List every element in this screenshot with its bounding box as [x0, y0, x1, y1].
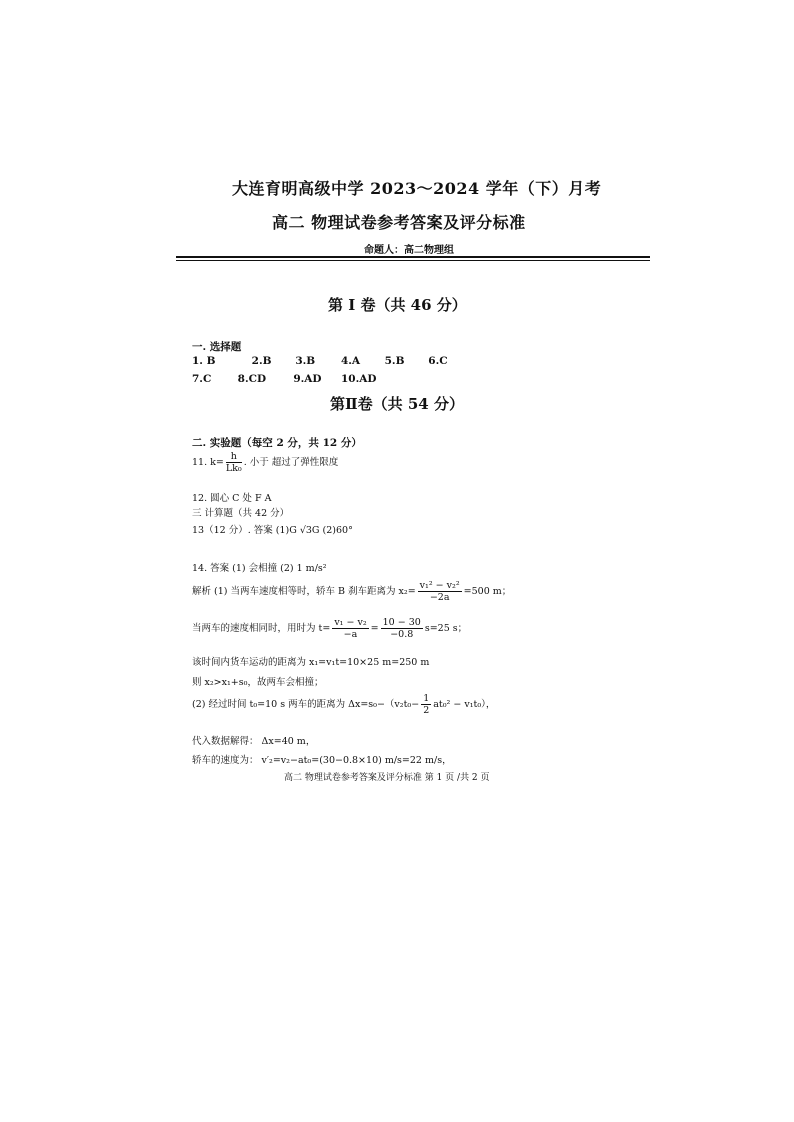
jx5-denominator: 2 — [423, 705, 430, 716]
answer-10: 10.AD — [340, 373, 377, 385]
q14-analysis-5 — [192, 693, 495, 716]
q11-numerator: h — [226, 451, 242, 463]
jx2-denominator-2: −0.8 — [390, 629, 414, 640]
jx5-pre: (2) 经过时间 t₀=10 s 两车的距离为 Δx=s₀−（v₂t₀− — [192, 699, 420, 710]
q14-answer: 14. 答案 (1) 会相撞 (2) 1 m/s² — [192, 563, 327, 574]
doc-author: 命题人：高二物理组 — [364, 245, 454, 256]
doc-title: 大连育明高级中学 2023～2024 学年（下）月考 — [232, 179, 602, 198]
jx5-fraction — [421, 693, 431, 716]
choice-answers-row1 — [192, 355, 448, 367]
answer-8: 8.CD — [237, 373, 267, 385]
answer-2: 2.B — [251, 355, 272, 367]
section2-title: 第Ⅱ卷（共 54 分） — [330, 395, 464, 413]
q12-answer: 12. 圆心 C 处 F A — [192, 493, 272, 504]
jx2-numerator-2: 10 − 30 — [382, 617, 421, 628]
choice-heading: 一. 选择题 — [192, 341, 242, 353]
q14-analysis-4: 则 x₂>x₁+s₀，故两车会相撞； — [192, 677, 324, 688]
jx2-equals: = — [370, 623, 379, 634]
jx1-denominator: −2a — [429, 592, 450, 603]
q14-analysis-2 — [192, 617, 467, 640]
q14-analysis-6: 代入数据解得： Δx=40 m， — [192, 736, 316, 747]
q11-answer — [192, 451, 338, 474]
q14-analysis-7: 轿车的速度为： v′₂=v₂−at₀=(30−0.8×10) m/s=22 m/s， — [192, 755, 452, 766]
jx2-fraction-2 — [381, 617, 423, 640]
jx5-numerator: 1 — [423, 693, 430, 704]
jx5-post: at₀² − v₁t₀）， — [433, 699, 496, 710]
answer-1: 1. B — [192, 355, 216, 367]
q13-answer: 13（12 分）. 答案 (1)G √3G (2)60° — [192, 525, 353, 536]
jx1-numerator: v₁² − v₂² — [419, 580, 460, 591]
q11-prefix: 11. k= — [192, 457, 224, 468]
doc-subtitle: 高二 物理试卷参考答案及评分标准 — [272, 213, 526, 232]
jx2-post: s=25 s； — [424, 623, 468, 634]
experiment-heading: 二. 实验题（每空 2 分，共 12 分） — [192, 437, 362, 449]
calc-heading: 三 计算题（共 42 分） — [192, 508, 290, 519]
answer-7: 7.C — [192, 373, 212, 385]
jx2-pre: 当两车的速度相同时，用时为 t= — [192, 623, 331, 634]
header-rule-thin — [176, 260, 650, 261]
q11-fraction — [226, 451, 242, 474]
jx2-fraction-1 — [332, 617, 368, 640]
q11-denominator: Lk₀ — [225, 463, 242, 474]
q14-analysis-1 — [192, 580, 511, 603]
answer-3: 3.B — [295, 355, 316, 367]
answer-6: 6.C — [428, 355, 448, 367]
jx2-denominator-1: −a — [343, 629, 358, 640]
section1-title: 第 I 卷（共 46 分） — [328, 296, 467, 314]
header-rule-thick — [176, 256, 650, 258]
page-footer: 高二 物理试卷参考答案及评分标准 第 1 页 /共 2 页 — [284, 773, 490, 783]
jx1-fraction — [418, 580, 462, 603]
answer-4: 4.A — [340, 355, 361, 367]
choice-answers-row2 — [192, 373, 377, 385]
q11-rest: . 小于 超过了弹性限度 — [243, 457, 339, 468]
jx1-pre: 解析 (1) 当两车速度相等时，轿车 B 刹车距离为 x₂= — [192, 586, 416, 597]
answer-9: 9.AD — [293, 373, 322, 385]
jx2-numerator-1: v₁ − v₂ — [334, 617, 367, 628]
q14-analysis-3: 该时间内货车运动的距离为 x₁=v₁t=10×25 m=250 m — [192, 657, 430, 668]
answer-5: 5.B — [384, 355, 405, 367]
jx1-post: =500 m； — [463, 586, 512, 597]
